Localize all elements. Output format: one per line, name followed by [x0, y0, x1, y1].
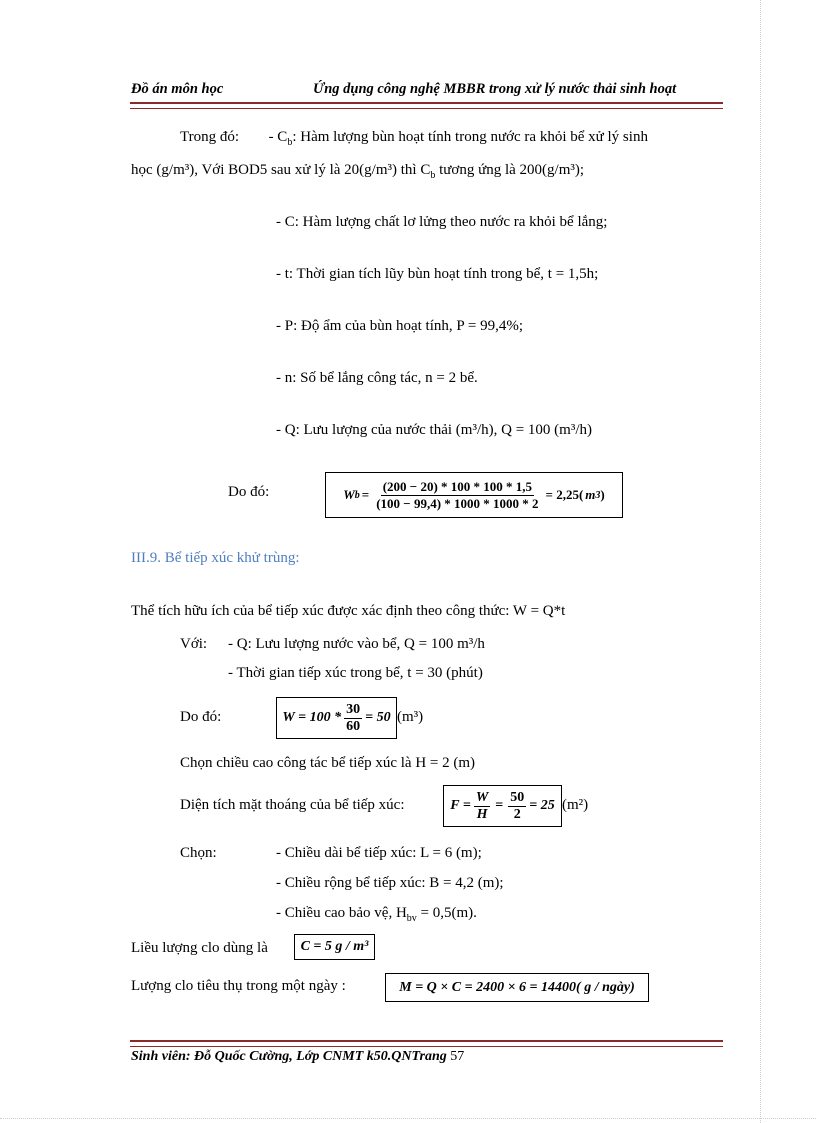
volume-do-do: Do đó:: [180, 709, 222, 725]
volume-f-lhs: W = 100 *: [282, 710, 342, 725]
para1-line2-text: học (g/m³), Với BOD5 sau xử lý là 20(g/m³) thì C: [131, 162, 431, 178]
height-text: Chọn chiều cao công tác bể tiếp xúc là H = 2 (m): [180, 755, 476, 771]
wb-unit: m: [585, 487, 596, 502]
volume-f-num: 30: [346, 701, 361, 717]
wb-formula-box: W b = $\frac{(200 - 20) * 100 * 100 * 1,5}{(100 - 99,4) * 1000 * 1000 * 2}$ = 2,25( m 3 ): [325, 472, 623, 518]
volume-f-rhs: = 50: [365, 710, 391, 725]
guard-height-sub: bv: [406, 913, 417, 924]
area-f-den2: 2: [513, 806, 521, 822]
page-guide-bottom: [0, 1118, 816, 1119]
area-f-rhs: = 25: [529, 798, 555, 813]
cb-sub: b: [287, 137, 293, 148]
choose-label: Chọn:: [180, 845, 217, 861]
header-rule: [130, 102, 723, 109]
wb-denominator: (100 − 99,4) * 1000 * 1000 * 2: [376, 495, 539, 511]
volume-f-den: 60: [346, 718, 361, 734]
para1-line2-end: tương ứng là 200(g/m³);: [435, 162, 585, 178]
choose-guard-height: [276, 905, 477, 924]
wb-lhs-sub: b: [354, 489, 360, 501]
dose-text: Liều lượng clo dùng là: [131, 940, 268, 956]
def-p: - P: Độ ẩm của bùn hoạt tính, P = 99,4%;: [276, 318, 524, 334]
volume-item-q: - Q: Lưu lượng nước vào bể, Q = 100 m³/h: [228, 636, 485, 652]
wb-unit-sup: 3: [595, 489, 601, 501]
wb-lead: Do đó:: [228, 484, 270, 500]
footer-page-label: Trang: [411, 1049, 447, 1064]
guard-height-value: = 0,5(m).: [416, 905, 477, 921]
para1-lead: Trong đó:: [180, 129, 240, 145]
para1-line2: [131, 162, 584, 181]
with-label: Với:: [180, 636, 208, 652]
choose-length: - Chiều dài bể tiếp xúc: L = 6 (m);: [276, 845, 482, 861]
volume-item-t: - Thời gian tiếp xúc trong bể, t = 30 (phút): [228, 665, 483, 681]
cb-definition: : Hàm lượng bùn hoạt tính trong nước ra khỏi bể xử lý sinh: [292, 129, 648, 145]
def-n: - n: Số bể lắng công tác, n = 2 bể.: [276, 370, 478, 386]
volume-formula-box: [276, 697, 397, 739]
area-unit: (m²): [562, 797, 589, 813]
dose-formula-box: C = 5 g / m³: [294, 934, 375, 960]
wb-numerator: (200 − 20) * 100 * 100 * 1,5: [382, 478, 533, 494]
footer-page-number: 57: [450, 1049, 465, 1064]
choose-width: - Chiều rộng bể tiếp xúc: B = 4,2 (m);: [276, 875, 504, 891]
footer: [131, 1049, 464, 1065]
page-guide-right: [760, 0, 761, 1123]
wb-rhs: = 2,25(: [545, 487, 584, 502]
area-f-eq: =: [495, 798, 504, 813]
def-c: - C: Hàm lượng chất lơ lửng theo nước ra khỏi bể lắng;: [276, 214, 608, 230]
consumption-text: Lượng clo tiêu thụ trong một ngày :: [131, 978, 346, 994]
volume-unit: (m³): [397, 709, 424, 725]
header-right: Ứng dụng công nghệ MBBR trong xử lý nước thải sinh hoạt: [313, 81, 677, 97]
para1-line1: [180, 129, 648, 148]
para1-line2-sub: b: [430, 170, 436, 181]
volume-intro: Thể tích hữu ích của bể tiếp xúc được xác định theo công thức: W = Q*t: [131, 603, 566, 619]
section-heading: III.9. Bể tiếp xúc khử trùng:: [131, 550, 300, 566]
cb-label: - C: [268, 129, 288, 145]
area-f-num1: W: [475, 789, 489, 805]
header-left: Đồ án môn học: [131, 81, 224, 97]
area-text: Diện tích mặt thoáng của bể tiếp xúc:: [180, 797, 405, 813]
guard-height-label: - Chiều cao bảo vệ, H: [276, 905, 407, 921]
wb-lhs: W: [343, 487, 355, 502]
area-f-den1: H: [476, 806, 488, 822]
footer-rule: [130, 1040, 723, 1047]
def-q: - Q: Lưu lượng của nước thải (m³/h), Q = 100 (m³/h): [276, 422, 592, 438]
consumption-formula-box: M = Q × C = 2400 × 6 = 14400( g / ngày): [385, 973, 649, 1002]
wb-rhs-end: ): [600, 487, 605, 502]
def-t: - t: Thời gian tích lũy bùn hoạt tính trong bể, t = 1,5h;: [276, 266, 599, 282]
area-formula-box: [443, 785, 562, 827]
footer-student: Sinh viên: Đỗ Quốc Cường, Lớp CNMT k50.QN: [131, 1049, 412, 1064]
area-f-lhs: F =: [450, 798, 471, 813]
area-f-num2: 50: [510, 789, 525, 805]
